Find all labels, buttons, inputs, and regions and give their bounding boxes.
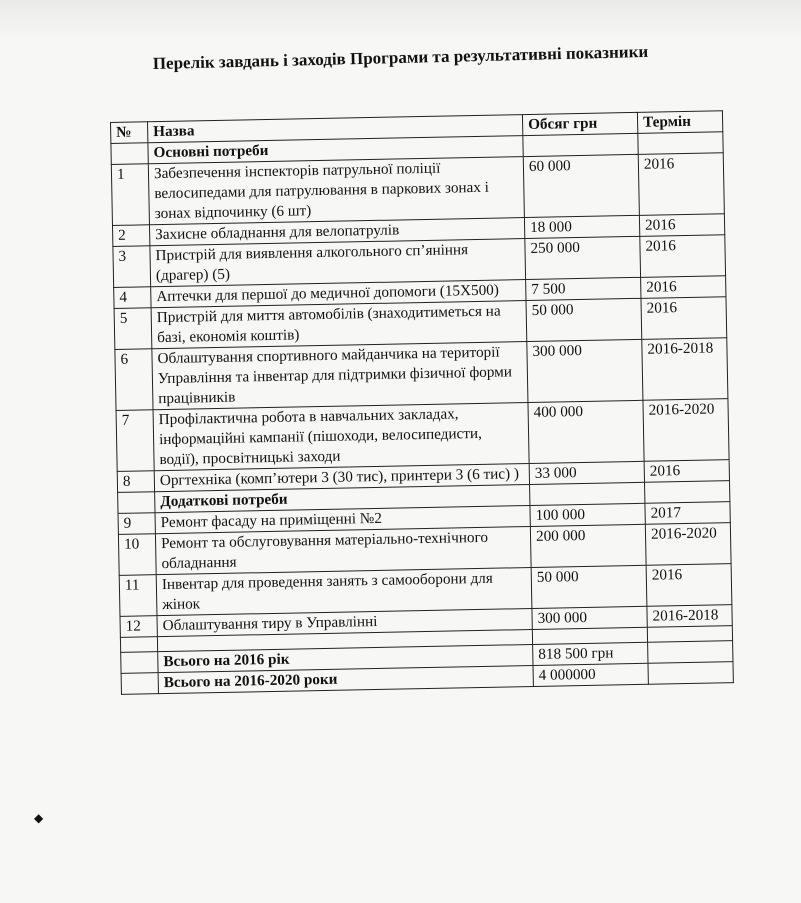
scan-speck: ◆ [34,811,44,825]
row-num: 5 [114,308,152,350]
row-num: 7 [116,410,154,472]
row-num: 11 [119,575,157,617]
row-num: 9 [118,513,155,535]
row-num: 6 [115,349,153,411]
row-name: Ремонт та обслуговування матеріально-технічного обладнання [155,527,531,575]
row-term: 2016 [639,214,724,237]
header-name: Назва [148,115,523,143]
row-volume: 18 000 [524,215,639,238]
row-volume: 300 000 [532,606,647,629]
program-table [110,110,734,695]
row-volume: 50 000 [531,565,647,608]
total-period-label: Всього на 2016-2020 роки [158,665,533,693]
row-term: 2017 [645,502,730,525]
row-volume: 33 000 [529,461,644,484]
row-volume: 250 000 [525,236,641,279]
row-volume: 300 000 [527,339,643,402]
row-name: Ремонт фасаду на приміщенні №2 [155,506,530,534]
row-num: 10 [118,534,156,576]
row-num: 3 [113,246,151,288]
row-name: Аптечки для першої до медичної допомоги (15Х500) [151,280,526,308]
row-term: 2016-2020 [645,523,731,566]
section-label-additional: Додаткові потреби [155,485,530,513]
row-volume: 50 000 [526,298,642,341]
row-num: 8 [117,471,154,493]
row-term: 2016 [640,235,726,278]
row-volume: 7 500 [526,277,641,300]
page-title: Перелік завдань і заходів Програми та результативні показники [152,41,649,74]
section-label-basic: Основні потреби [148,136,523,164]
row-volume: 100 000 [530,503,645,526]
scan-shadow [0,0,801,40]
row-name: Інвентар для проведення занять з самооборони для жінок [156,567,532,615]
row-volume: 60 000 [523,154,639,217]
row-term: 2016 [646,564,732,607]
row-name: Пристрій для виявлення алкогольного сп’яніння (драгер) (5) [150,239,526,287]
row-term: 2016 [638,153,724,216]
row-name: Облаштування тиру в Управлінні [157,608,532,636]
row-term: 2016-2020 [643,399,729,462]
row-name: Захисне обладнання для велопатрулів [149,218,524,246]
row-volume: 400 000 [528,400,644,463]
row-name: Профілактична робота в навчальних закладах, інформаційні кампанії (пішоходи, велосипедисти, водії), просвітницькі заходи [153,403,529,471]
row-num: 12 [120,616,157,638]
row-name: Забезпечення інспекторів патрульної поліції велосипедами для патрулювання в паркових зонах і зонах відпочинку (6 шт) [148,157,524,225]
total-period-value: 4 000000 [533,663,648,686]
header-volume: Обсяг грн [522,112,637,135]
row-num: 2 [112,225,149,247]
program-table-wrapper [110,110,761,695]
row-name: Оргтехніка (комп’ютери 3 (30 тис), принтери 3 (6 тис) ) [154,464,529,492]
row-num: 1 [111,164,149,226]
row-term: 2016 [641,276,726,299]
row-name: Облаштування спортивного майданчика на території Управління та інвентар для підтримки фізичної форми працівників [152,342,528,410]
header-term: Термін [637,111,722,134]
row-num: 4 [114,287,151,309]
row-term: 2016 [641,297,727,340]
row-term: 2016-2018 [642,338,728,401]
total-year-label: Всього на 2016 рік [158,644,533,672]
row-name: Пристрій для миття автомобілів (знаходитиметься на базі, економія коштів) [151,301,527,349]
header-num: № [111,122,148,144]
row-term: 2016 [644,460,729,483]
row-term: 2016-2018 [647,605,732,628]
total-year-value: 818 500 грн [533,642,648,665]
row-volume: 200 000 [530,524,646,567]
